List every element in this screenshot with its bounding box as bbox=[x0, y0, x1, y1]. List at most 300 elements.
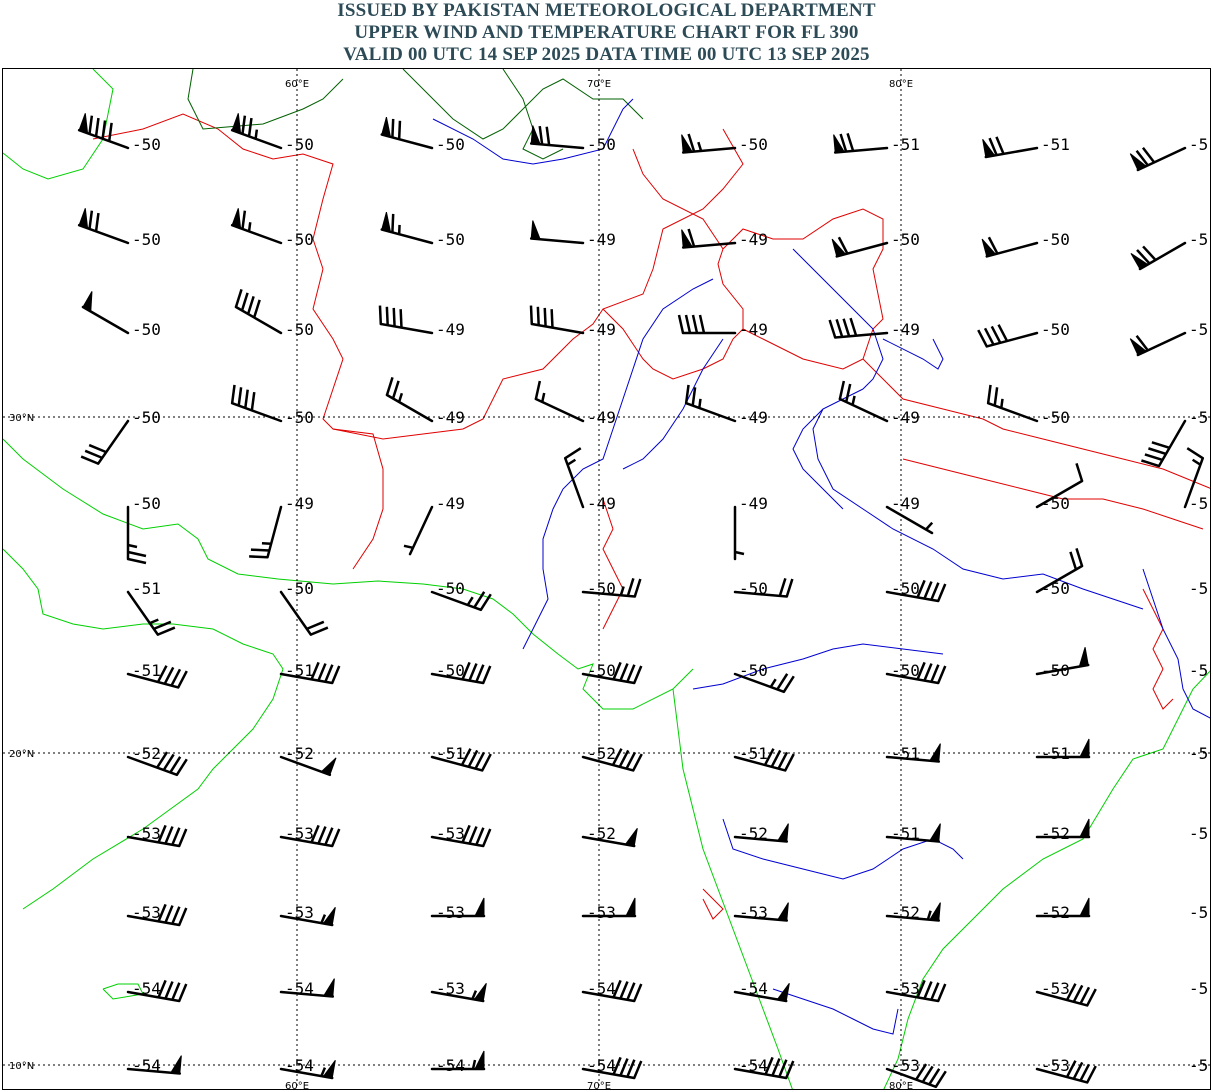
validity-title: VALID 00 UTC 14 SEP 2025 DATA TIME 00 UTC 13 SEP 2025 bbox=[343, 44, 870, 65]
station-plot bbox=[988, 385, 1070, 427]
barb-shaft bbox=[268, 507, 281, 557]
temperature-label: -51 bbox=[1041, 744, 1070, 763]
station-plot bbox=[281, 979, 334, 998]
temperature-label: -50 bbox=[285, 320, 314, 339]
longitude-label-bottom: 80°E bbox=[889, 1081, 914, 1091]
station-plot bbox=[887, 744, 940, 763]
temperature-label: -53 bbox=[587, 903, 616, 922]
station-plot bbox=[887, 494, 932, 533]
border-pakistan-india bbox=[603, 149, 743, 379]
barb-half bbox=[735, 552, 744, 554]
station-plot bbox=[1189, 979, 1208, 998]
wind-barb bbox=[128, 507, 146, 563]
station-plot bbox=[583, 578, 640, 598]
temperature-label: -50 bbox=[587, 135, 616, 154]
barb-full bbox=[628, 578, 634, 596]
barb-full bbox=[171, 669, 180, 685]
temperature-label: -50 bbox=[1041, 661, 1070, 680]
longitude-label: 80°E bbox=[889, 79, 914, 90]
barb-full bbox=[1074, 985, 1083, 1001]
barb-half bbox=[256, 130, 257, 139]
barb-full bbox=[634, 1061, 641, 1078]
barb-full bbox=[1148, 448, 1166, 454]
station-plot bbox=[128, 661, 187, 687]
station-plot bbox=[983, 135, 1070, 157]
temperature-label: -52 bbox=[587, 824, 616, 843]
barb-pennant bbox=[475, 898, 484, 916]
barb-pennant bbox=[1079, 647, 1088, 666]
station-plot bbox=[735, 824, 788, 843]
temperature-label: -51 bbox=[436, 744, 465, 763]
station-plots bbox=[79, 113, 1208, 1086]
barb-half bbox=[473, 1060, 475, 1069]
barb-full bbox=[482, 754, 491, 770]
barb-full bbox=[565, 448, 581, 458]
coastline-oman bbox=[3, 549, 283, 909]
barb-full bbox=[924, 582, 931, 599]
wind-barb bbox=[686, 385, 735, 421]
temperature-label: -51 bbox=[891, 824, 920, 843]
barb-half bbox=[404, 546, 413, 548]
station-plot bbox=[432, 661, 490, 683]
border-pakistan-south bbox=[603, 499, 623, 629]
temperature-label: -53 bbox=[132, 903, 161, 922]
station-plot bbox=[735, 744, 794, 770]
barb-full bbox=[483, 666, 490, 683]
station-plot bbox=[382, 117, 465, 154]
station-plot bbox=[735, 903, 788, 922]
station-plot bbox=[128, 979, 186, 1001]
barb-pennant bbox=[79, 208, 87, 228]
station-plot bbox=[79, 208, 161, 249]
temperature-label: -51 bbox=[891, 135, 920, 154]
barb-full bbox=[103, 120, 105, 138]
barb-pennant bbox=[1080, 739, 1089, 757]
barb-shaft bbox=[98, 421, 128, 464]
temperature-label: -5 bbox=[1189, 408, 1209, 427]
station-plot bbox=[887, 903, 940, 922]
latitude-label: 10°N bbox=[9, 1061, 35, 1072]
wind-barb bbox=[380, 306, 432, 333]
station-plot bbox=[982, 230, 1070, 256]
barb-full bbox=[620, 664, 627, 681]
barb-full bbox=[627, 983, 634, 1000]
wind-barb bbox=[531, 126, 583, 148]
station-plot bbox=[531, 126, 616, 154]
barb-full bbox=[245, 390, 247, 408]
temperature-label: -5 bbox=[1189, 494, 1209, 513]
station-plot bbox=[432, 1051, 484, 1075]
longitude-label: 60°E bbox=[285, 79, 310, 90]
wind-barb bbox=[249, 507, 281, 557]
barb-full bbox=[89, 116, 91, 134]
barb-full bbox=[318, 827, 325, 844]
temperature-label: -50 bbox=[1041, 320, 1070, 339]
barb-half bbox=[926, 523, 932, 530]
station-plot bbox=[432, 824, 490, 846]
temperature-label: -49 bbox=[739, 230, 768, 249]
barb-half bbox=[542, 393, 544, 402]
barb-pennant bbox=[79, 113, 87, 133]
station-plot bbox=[735, 494, 768, 559]
barb-full bbox=[837, 319, 843, 337]
temperature-label: -52 bbox=[587, 744, 616, 763]
barb-full bbox=[96, 213, 98, 231]
barb-full bbox=[693, 387, 695, 405]
barb-full bbox=[1145, 454, 1163, 460]
barb-full bbox=[547, 127, 549, 145]
barb-full bbox=[686, 315, 690, 333]
station-plot bbox=[1130, 320, 1208, 355]
station-plot bbox=[1037, 739, 1089, 763]
barb-full bbox=[931, 983, 938, 1000]
temperature-label: -54 bbox=[587, 979, 616, 998]
barb-full bbox=[627, 1060, 634, 1077]
station-plot bbox=[834, 133, 920, 154]
temperature-label: -54 bbox=[739, 1056, 768, 1075]
station-plot bbox=[887, 579, 945, 601]
barb-pennant bbox=[531, 221, 540, 240]
barb-pennant bbox=[626, 898, 635, 916]
station-plot bbox=[735, 661, 794, 692]
temperature-label: -53 bbox=[436, 824, 465, 843]
barb-pennant bbox=[930, 824, 941, 842]
longitude-label: 70°E bbox=[587, 79, 612, 90]
barb-half bbox=[771, 679, 776, 687]
barb-shaft bbox=[686, 403, 735, 421]
barb-full bbox=[165, 667, 174, 683]
barb-shaft bbox=[1159, 421, 1185, 466]
temperature-label: -50 bbox=[436, 230, 465, 249]
temperature-label: -51 bbox=[739, 744, 768, 763]
station-plot bbox=[232, 113, 314, 154]
barb-pennant bbox=[232, 208, 240, 228]
station-plot bbox=[531, 306, 616, 339]
temperature-label: -5 bbox=[1189, 661, 1209, 680]
barb-full bbox=[109, 123, 111, 141]
temperature-label: -50 bbox=[1041, 494, 1070, 513]
station-plot bbox=[583, 661, 641, 683]
border-bangladesh bbox=[1143, 589, 1173, 709]
temperature-label: -53 bbox=[436, 903, 465, 922]
barb-full bbox=[938, 584, 945, 601]
barb-full bbox=[778, 752, 787, 768]
station-plot bbox=[236, 289, 314, 339]
temperature-label: -54 bbox=[285, 1056, 314, 1075]
barb-half bbox=[621, 587, 624, 596]
barb-shaft bbox=[988, 403, 1037, 421]
temperature-label: -5 bbox=[1189, 320, 1209, 339]
wind-barb bbox=[236, 289, 281, 333]
barb-full bbox=[1187, 448, 1203, 458]
barb-full bbox=[469, 827, 476, 844]
station-plot bbox=[735, 1056, 793, 1078]
barb-full bbox=[830, 320, 836, 338]
station-plot bbox=[840, 381, 920, 427]
barb-full bbox=[172, 907, 179, 924]
temperature-label: -53 bbox=[285, 903, 314, 922]
barb-shaft bbox=[410, 507, 432, 554]
station-plot bbox=[387, 377, 465, 427]
barb-full bbox=[686, 385, 688, 403]
temperature-label: -5 bbox=[1189, 903, 1209, 922]
barb-full bbox=[633, 754, 642, 770]
temperature-label: -49 bbox=[587, 408, 616, 427]
temperature-label: -50 bbox=[891, 661, 920, 680]
barb-shaft bbox=[840, 399, 887, 421]
temperature-label: -5 bbox=[1189, 135, 1209, 154]
wind-barb bbox=[232, 113, 281, 148]
station-plot bbox=[83, 291, 161, 339]
wind-barb bbox=[679, 315, 735, 333]
temperature-label: -49 bbox=[587, 494, 616, 513]
station-plot bbox=[531, 221, 616, 249]
temperature-label: -50 bbox=[587, 579, 616, 598]
barb-full bbox=[242, 293, 248, 311]
station-plot bbox=[432, 744, 491, 770]
temperature-label: -5 bbox=[1189, 579, 1209, 598]
barb-full bbox=[392, 214, 393, 232]
barb-full bbox=[634, 666, 641, 683]
barb-pennant bbox=[777, 983, 789, 1001]
barb-full bbox=[787, 579, 793, 597]
barb-half bbox=[1193, 460, 1201, 465]
wind-barb bbox=[830, 318, 887, 337]
barb-full bbox=[1087, 1066, 1096, 1082]
barb-full bbox=[252, 392, 254, 410]
station-plot bbox=[583, 979, 641, 1001]
barb-full bbox=[179, 984, 186, 1001]
barb-shaft bbox=[532, 324, 583, 333]
temperature-label: -50 bbox=[285, 408, 314, 427]
barb-full bbox=[996, 137, 1003, 154]
station-plot bbox=[536, 381, 616, 427]
station-plot bbox=[583, 744, 642, 770]
barb-full bbox=[844, 319, 850, 337]
station-plot bbox=[382, 212, 465, 249]
temperature-label: -50 bbox=[436, 661, 465, 680]
barb-pennant bbox=[324, 979, 335, 997]
barb-shaft bbox=[835, 333, 887, 338]
barb-half bbox=[568, 460, 576, 465]
station-plot bbox=[232, 208, 314, 249]
barb-half bbox=[1001, 399, 1002, 408]
temperature-label: -50 bbox=[739, 661, 768, 680]
barb-half bbox=[150, 620, 159, 624]
station-plot bbox=[682, 229, 768, 249]
barb-half bbox=[698, 142, 701, 151]
station-plot bbox=[404, 494, 465, 554]
wind-barb bbox=[982, 237, 1037, 256]
barb-pennant bbox=[232, 113, 240, 133]
temperature-label: -52 bbox=[739, 824, 768, 843]
barb-full bbox=[634, 984, 641, 1001]
barb-full bbox=[179, 908, 186, 925]
station-plot bbox=[1037, 898, 1089, 922]
station-plot bbox=[735, 979, 789, 1001]
temperature-label: -49 bbox=[436, 494, 465, 513]
station-plot bbox=[1189, 744, 1208, 763]
temperature-label: -51 bbox=[1041, 135, 1070, 154]
map-frame bbox=[2, 68, 1211, 1090]
barb-full bbox=[89, 445, 106, 452]
temperature-label: -50 bbox=[132, 135, 161, 154]
barb-half bbox=[468, 597, 473, 605]
station-plot bbox=[128, 824, 186, 846]
station-plot bbox=[735, 578, 792, 598]
barb-shaft bbox=[987, 333, 1037, 346]
barb-full bbox=[1152, 442, 1170, 448]
wind-barb bbox=[281, 592, 328, 635]
station-plot bbox=[887, 661, 945, 683]
temperature-label: -53 bbox=[891, 979, 920, 998]
barb-full bbox=[165, 982, 172, 999]
wind-barb bbox=[1130, 333, 1185, 355]
barb-full bbox=[772, 750, 781, 766]
station-plot bbox=[583, 1056, 641, 1078]
temperature-label: -52 bbox=[1041, 824, 1070, 843]
temperature-label: -53 bbox=[1041, 979, 1070, 998]
wind-barb bbox=[79, 113, 128, 148]
station-plot bbox=[1037, 463, 1082, 513]
barb-pennant bbox=[930, 744, 941, 762]
barb-full bbox=[179, 829, 186, 846]
temperature-label: -50 bbox=[132, 230, 161, 249]
latitude-label: 30°N bbox=[9, 413, 35, 424]
barb-full bbox=[325, 828, 332, 845]
temperature-label: -50 bbox=[132, 408, 161, 427]
temperature-label: -50 bbox=[436, 135, 465, 154]
barb-full bbox=[249, 556, 267, 557]
barb-full bbox=[693, 315, 697, 333]
temperature-label: -54 bbox=[436, 1056, 465, 1075]
wind-barb bbox=[978, 325, 1037, 347]
barb-shaft bbox=[565, 458, 583, 507]
temperature-label: -50 bbox=[587, 661, 616, 680]
wind-barb bbox=[83, 291, 128, 333]
wind-barb bbox=[531, 306, 583, 333]
river-krishna bbox=[773, 989, 898, 1034]
barb-full bbox=[248, 296, 254, 314]
barb-full bbox=[392, 119, 393, 137]
barb-full bbox=[679, 315, 683, 333]
barb-full bbox=[128, 552, 146, 556]
coastline-east-india bbox=[883, 669, 1211, 1090]
station-plot bbox=[380, 306, 465, 339]
temperature-label: -51 bbox=[132, 579, 161, 598]
barb-shaft bbox=[281, 592, 311, 635]
station-plot bbox=[679, 315, 768, 339]
longitude-label-bottom: 70°E bbox=[587, 1081, 612, 1091]
station-plot bbox=[128, 903, 186, 925]
barb-full bbox=[232, 385, 234, 403]
wind-barb bbox=[387, 377, 432, 421]
barb-full bbox=[165, 906, 172, 923]
temperature-label: -53 bbox=[891, 1056, 920, 1075]
coastline-west-india bbox=[673, 689, 793, 1090]
station-plot bbox=[1189, 903, 1208, 922]
barb-full bbox=[236, 289, 242, 307]
wind-barb bbox=[404, 507, 432, 554]
station-plot bbox=[686, 385, 768, 427]
barb-full bbox=[924, 664, 931, 681]
barb-full bbox=[393, 381, 399, 399]
barb-full bbox=[89, 211, 91, 229]
barb-full bbox=[254, 300, 260, 318]
temperature-label: -5 bbox=[1189, 979, 1209, 998]
wind-barb bbox=[81, 421, 128, 464]
barb-full bbox=[332, 666, 339, 683]
wind-barb bbox=[531, 221, 583, 243]
temperature-label: -49 bbox=[891, 408, 920, 427]
station-plot bbox=[249, 494, 314, 557]
station-plot bbox=[432, 898, 484, 922]
station-plot bbox=[887, 824, 940, 843]
barb-shaft bbox=[536, 399, 583, 421]
barb-full bbox=[81, 457, 98, 464]
barb-full bbox=[988, 385, 990, 403]
barb-full bbox=[931, 583, 938, 600]
barb-full bbox=[401, 309, 402, 327]
barb-full bbox=[620, 982, 627, 999]
barb-full bbox=[476, 828, 483, 845]
station-plot bbox=[1131, 230, 1208, 269]
station-plot bbox=[281, 744, 336, 775]
barb-half bbox=[399, 393, 402, 402]
barb-full bbox=[978, 330, 987, 346]
temperature-label: -49 bbox=[739, 320, 768, 339]
barb-full bbox=[483, 829, 490, 846]
barb-pennant bbox=[625, 828, 637, 846]
barb-shaft bbox=[232, 403, 281, 421]
wind-barb bbox=[988, 385, 1037, 421]
temperature-label: -52 bbox=[891, 903, 920, 922]
barb-full bbox=[242, 211, 244, 229]
barb-full bbox=[786, 1061, 793, 1078]
temperature-label: -49 bbox=[587, 320, 616, 339]
barb-full bbox=[626, 752, 635, 768]
barb-half bbox=[853, 396, 855, 405]
barb-full bbox=[846, 384, 850, 402]
barb-full bbox=[1080, 987, 1089, 1003]
barb-full bbox=[178, 671, 187, 687]
temperature-label: -50 bbox=[891, 579, 920, 598]
temperature-label: -50 bbox=[1041, 408, 1070, 427]
temperature-label: -50 bbox=[1041, 230, 1070, 249]
station-plot bbox=[583, 898, 635, 922]
barb-pennant bbox=[778, 824, 789, 842]
barb-pennant bbox=[475, 1051, 484, 1069]
barb-full bbox=[992, 326, 1001, 342]
temperature-label: -54 bbox=[285, 979, 314, 998]
barb-half bbox=[699, 399, 700, 408]
temperature-label: -5 bbox=[1189, 824, 1209, 843]
barb-full bbox=[172, 828, 179, 845]
temperature-label: -49 bbox=[587, 230, 616, 249]
barb-full bbox=[96, 118, 98, 136]
river-indus bbox=[523, 279, 713, 649]
station-plot bbox=[1189, 579, 1208, 598]
province-lines-north bbox=[188, 69, 343, 129]
barb-full bbox=[158, 628, 175, 635]
barb-pennant bbox=[321, 758, 336, 775]
barb-full bbox=[387, 377, 393, 395]
barb-full bbox=[999, 325, 1008, 341]
barb-pennant bbox=[1080, 898, 1089, 916]
temperature-label: -53 bbox=[1041, 1056, 1070, 1075]
barb-full bbox=[1076, 548, 1082, 566]
barb-pennant bbox=[1080, 819, 1089, 837]
